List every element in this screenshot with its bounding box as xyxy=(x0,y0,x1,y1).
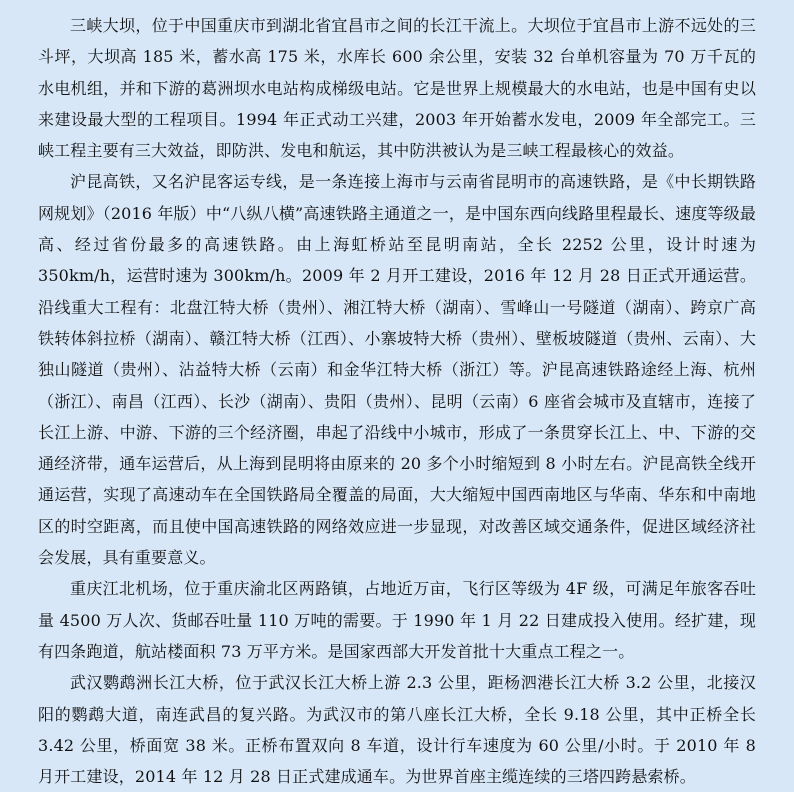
paragraph-chongqing-jiangbei-airport: 重庆江北机场，位于重庆渝北区两路镇，占地近万亩，飞行区等级为 4F 级，可满足年旅客吞吐量 4500 万人次、货邮吞吐量 110 万吨的需要。于 1990 年 1 月 22 日建成投入使用。经扩建，现有四条跑道，航站楼面积 73 万平方米。是国家西部大开发首批十大重点工程之一。 xyxy=(38,579,756,661)
paragraph-wuhan-yingwuzhou-bridge: 武汉鹦鹉洲长江大桥，位于武汉长江大桥上游 2.3 公里，距杨泗港长江大桥 3.2 公里，北接汉阳的鹦鹉大道，南连武昌的复兴路。为武汉市的第八座长江大桥，全长 9.18 公里，其中正桥全长 3.42 公里，桥面宽 38 米。正桥布置双向 8 车道，设计行车速度为 60 公里/小时。于 2010 年 8 月开工建设，2014 年 12 月 28 日正式建成通车。为世界首座主缆连续的三塔四跨悬索桥。 xyxy=(38,673,756,787)
paragraph-shanghai-kunming-high-speed-rail: 沪昆高铁，又名沪昆客运专线，是一条连接上海市与云南省昆明市的高速铁路，是《中长期铁路网规划》（2016 年版）中“八纵八横”高速铁路主通道之一，是中国东西向线路里程最长、速度等级最高、经过省份最多的高速铁路。由上海虹桥站至昆明南站，全长 2252 公里，设计时速为 350km/h，运营时速为 300km/h。2009 年 2 月开工建设，2016 年 12 月 28 日正式开通运营。沿线重大工程有：北盘江特大桥（贵州）、湘江特大桥（湖南）、雪峰山一号隧道（湖南）、跨京广高铁转体斜拉桥（湖南）、赣江特大桥（江西）、小寨坡特大桥（贵州）、壁板坡隧道（贵州、云南）、大独山隧道（贵州）、沾益特大桥（云南）和金华江特大桥（浙江）等。沪昆高速铁路途经上海、杭州（浙江）、南昌（江西）、长沙（湖南）、贵阳（贵州）、昆明（云南）6 座省会城市及直辖市，连接了长江上游、中游、下游的三个经济圈，串起了沿线中小城市，形成了一条贯穿长江上、中、下游的交通经济带，通车运营后，从上海到昆明将由原来的 20 多个小时缩短到 8 小时左右。沪昆高铁全线开通运营，实现了高速动车在全国铁路局全覆盖的局面，大大缩短中国西南地区与华南、华东和中南地区的时空距离，而且使中国高速铁路的网络效应进一步显现，对改善区域交通条件，促进区域经济社会发展，具有重要意义。 xyxy=(38,172,756,568)
paragraph-three-gorges-dam: 三峡大坝，位于中国重庆市到湖北省宜昌市之间的长江干流上。大坝位于宜昌市上游不远处的三斗坪，大坝高 185 米，蓄水高 175 米，水库长 600 余公里，安装 32 台单机容量为 70 万千瓦的水电机组，并和下游的葛洲坝水电站构成梯级电站。它是世界上规模最大的水电站，也是中国有史以来建设最大型的工程项目。1994 年正式动工兴建，2003 年开始蓄水发电，2009 年全部完工。三峡工程主要有三大效益，即防洪、发电和航运，其中防洪被认为是三峡工程最核心的效益。 xyxy=(38,16,756,161)
